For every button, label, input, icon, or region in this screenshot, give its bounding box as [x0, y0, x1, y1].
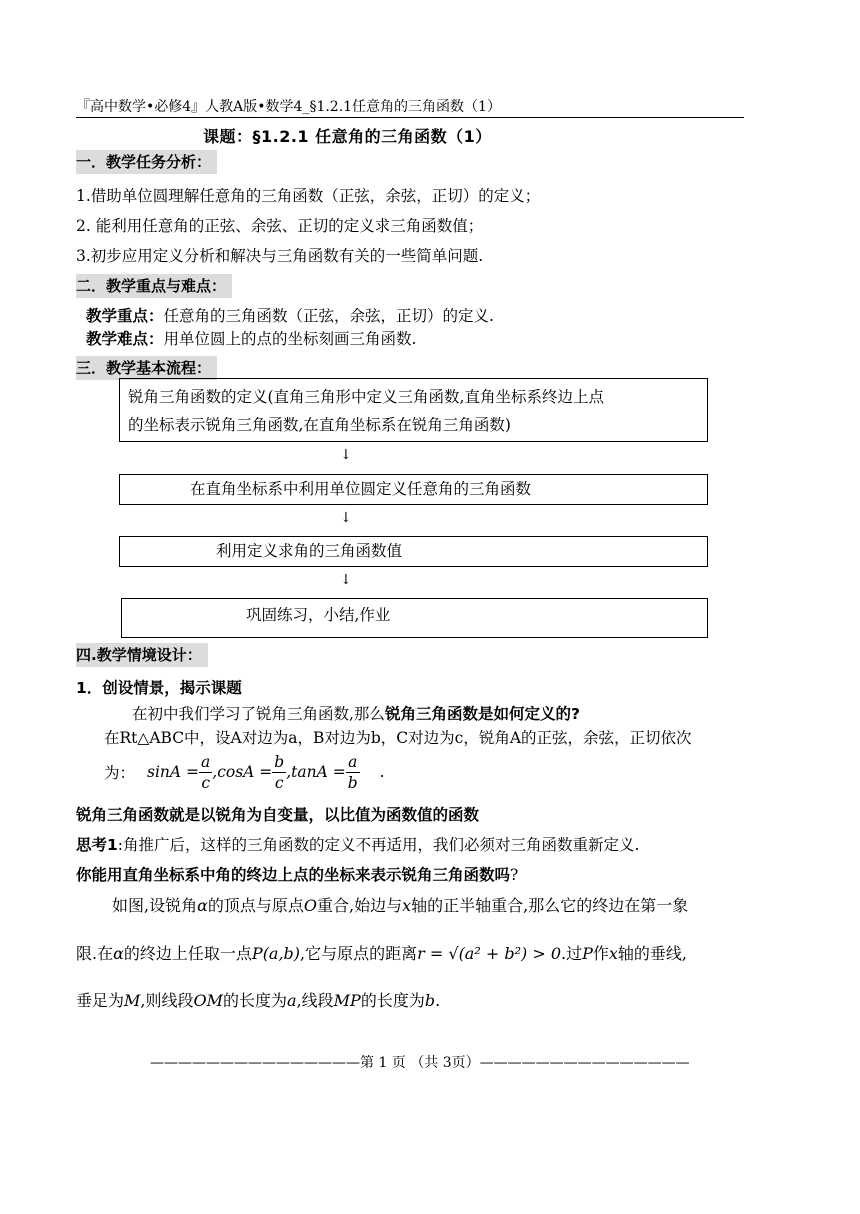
para-a1: 如图,设锐角 [112, 896, 198, 915]
tan-label: ,tanA = [286, 763, 346, 781]
section-3-heading: 三．教学基本流程： [76, 356, 217, 380]
coordinate-question [76, 863, 518, 885]
para-c1: 垂足为 [76, 991, 125, 1010]
para-a2: 的顶点与原点 [207, 896, 304, 915]
subsection-1-title: 1．创设情景，揭示课题 [76, 679, 242, 697]
m-symbol: M [124, 991, 141, 1010]
section-4-heading: 四.教学情境设计： [76, 643, 208, 667]
key-point-text: 任意角的三角函数（正弦，余弦，正切）的定义. [163, 307, 494, 325]
flow-box-3: 利用定义求角的三角函数值 [119, 536, 708, 567]
alpha-symbol: α [197, 896, 208, 915]
flow-box-1 [119, 378, 708, 442]
para-b3: ,它与原点的距离 [300, 944, 418, 963]
om-symbol: OM [193, 991, 223, 1010]
para-c4: ,线段 [296, 991, 334, 1010]
sin-label: sinA = [147, 763, 200, 781]
para-c3: 的长度为 [223, 991, 288, 1010]
difficulty-label: 教学难点： [86, 330, 164, 348]
para-b5: 作 [592, 944, 609, 963]
p-symbol: P [582, 944, 593, 963]
para-a3: 重合,始边与 [317, 896, 403, 915]
tan-numerator: a [346, 752, 360, 773]
flow-arrow-1: ↓ [340, 447, 352, 463]
origin-symbol: O [303, 896, 318, 915]
formula-prefix: 为： [104, 764, 136, 782]
para-line-2 [76, 941, 687, 964]
para-line-3 [76, 988, 440, 1011]
formula-line [104, 750, 385, 794]
para-b2: 的终边上任取一点 [123, 944, 252, 963]
page-footer: ———————————————第 1 页 （共 3页）——————————————— [150, 1055, 690, 1071]
cos-denominator: c [274, 773, 284, 792]
cos-label: ,cosA = [212, 763, 273, 781]
section-1-heading: 一．教学任务分析： [76, 150, 217, 174]
para-c5: 的长度为 [360, 991, 425, 1010]
para-b4: .过 [561, 944, 583, 963]
sin-fraction [199, 752, 212, 793]
difficulty-line [86, 327, 416, 349]
flow-box-1-line-2: 的坐标表示锐角三角函数,在直角坐标系在锐角三角函数) [128, 416, 511, 434]
task-item-1: 1.借助单位圆理解任意角的三角函数（正弦，余弦，正切）的定义； [76, 187, 541, 205]
think-text: :角推广后，这样的三角函数的定义不再适用，我们必须对三角函数重新定义. [117, 836, 640, 854]
flow-arrow-3: ↓ [340, 572, 352, 588]
key-point-label: 教学重点： [86, 307, 164, 325]
a-symbol: a [287, 991, 297, 1010]
think-label: 思考1 [76, 836, 118, 854]
header-rule [76, 117, 744, 118]
para-b6: 轴的垂线, [617, 944, 687, 963]
formula-end: . [379, 763, 385, 781]
coordinate-question-text: 你能用直角坐标系中角的终边上点的坐标来表示锐角三角函数吗 [76, 866, 511, 884]
page-header: 『高中数学•必修4』人教A版•数学4_§1.2.1任意角的三角函数（1） [76, 99, 501, 115]
flow-box-1-line-1: 锐角三角函数的定义(直角三角形中定义三角函数,直角坐标系终边上点 [128, 388, 604, 406]
para-b1: 限.在 [76, 944, 114, 963]
difficulty-text: 用单位圆上的点的坐标刻画三角函数. [163, 330, 417, 348]
sin-denominator: c [201, 773, 210, 792]
x-symbol-2: x [608, 944, 618, 963]
cos-numerator: b [274, 752, 285, 771]
para-line-1 [112, 893, 688, 916]
b-symbol: b [424, 991, 436, 1010]
distance-formula: r = √(a² + b²) > 0 [417, 944, 561, 963]
question-mark: ? [510, 866, 519, 884]
think-line [76, 833, 639, 855]
tan-fraction [346, 752, 360, 793]
cos-fraction [272, 752, 286, 793]
point-p-ab: P(a,b) [251, 944, 301, 963]
tan-denominator: b [347, 773, 358, 792]
flow-arrow-2: ↓ [340, 510, 352, 526]
intro-question: 锐角三角函数是如何定义的? [384, 705, 580, 723]
alpha-symbol-2: α [113, 944, 124, 963]
section-2-heading: 二．教学重点与难点： [76, 274, 232, 298]
intro-text: 在初中我们学习了锐角三角函数,那么 [132, 705, 385, 723]
sin-numerator: a [201, 752, 211, 771]
flow-box-2: 在直角坐标系中利用单位圆定义任意角的三角函数 [119, 474, 708, 505]
x-symbol: x [402, 896, 412, 915]
para-c2: ,则线段 [140, 991, 194, 1010]
flow-box-4: 巩固练习，小结,作业 [121, 598, 708, 638]
lesson-title: 课题：§1.2.1 任意角的三角函数（1） [203, 127, 492, 146]
triangle-definition: 在Rt△ABC中，设A对边为a，B对边为b，C对边为c，锐角A的正弦，余弦，正切依次 [104, 729, 692, 747]
para-c6: . [435, 991, 441, 1010]
acute-definition-bold: 锐角三角函数就是以锐角为自变量，以比值为函数值的函数 [76, 806, 480, 824]
task-item-2: 2. 能利用任意角的正弦、余弦、正切的定义求三角函数值； [76, 217, 484, 235]
task-item-3: 3.初步应用定义分析和解决与三角函数有关的一些简单问题. [76, 247, 484, 265]
intro-paragraph [132, 702, 580, 724]
mp-symbol: MP [333, 991, 361, 1010]
para-a4: 轴的正半轴重合,那么它的终边在第一象 [411, 896, 689, 915]
key-point-line [86, 304, 494, 326]
